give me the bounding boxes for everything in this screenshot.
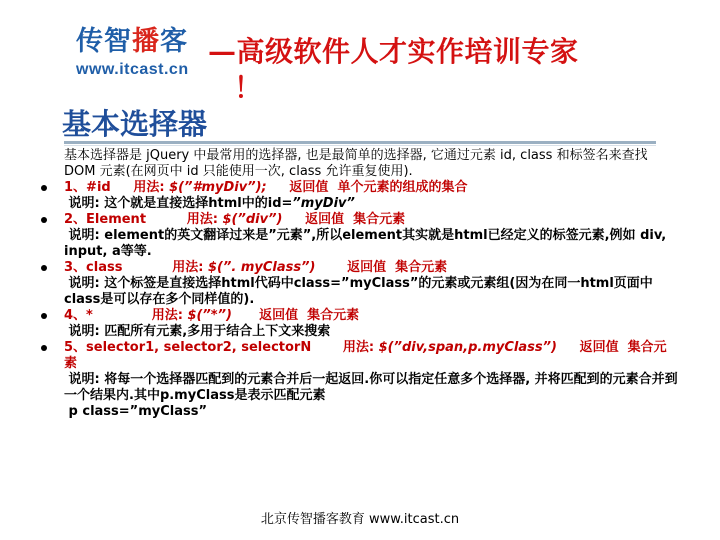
item-description xyxy=(64,276,678,308)
title-divider-shadow xyxy=(64,145,656,146)
returns-value: 集合元素 xyxy=(353,212,406,227)
item-heading xyxy=(64,260,678,276)
item-description xyxy=(64,228,678,260)
returns-value: 集合元素 xyxy=(64,340,667,371)
item-number: 5、selector1, selector2, selectorN xyxy=(64,340,312,355)
bullet-icon xyxy=(41,345,47,351)
title-divider xyxy=(64,141,656,144)
usage-label: 用法: xyxy=(172,260,208,275)
bullet-icon xyxy=(41,313,47,319)
page-title: 基本选择器 xyxy=(62,107,208,141)
usage-label: 用法: xyxy=(186,212,223,227)
desc-label: 说明: xyxy=(68,324,105,339)
item-description-extra xyxy=(64,404,678,420)
item-number: 3、class xyxy=(64,260,123,275)
returns-value: 集合元素 xyxy=(307,308,360,323)
desc-code: ”myDiv” xyxy=(292,196,355,211)
item-description xyxy=(64,372,678,404)
usage-code: $(”div,span,p.myClass”) xyxy=(378,340,557,355)
usage-label: 用法: xyxy=(133,180,170,195)
itcast-logo xyxy=(76,26,211,79)
logo-char-1: 传智 xyxy=(76,26,132,57)
usage-label: 用法: xyxy=(151,308,188,323)
usage-code: $(”*”) xyxy=(187,308,232,323)
usage-code: $(”. myClass”) xyxy=(208,260,316,275)
item-description xyxy=(64,324,678,340)
logo-url: www.itcast.cn xyxy=(76,61,189,78)
intro-paragraph: 基本选择器是 jQuery 中最常用的选择器, 也是最简单的选择器, 它通过元素 id, class 和标签名来查找 DOM 元素(在网页中 id 只能使用一次, class 允许重复使用). xyxy=(64,148,648,179)
list-item xyxy=(38,308,678,340)
list-item xyxy=(38,212,678,260)
usage-code: $(”div”) xyxy=(222,212,283,227)
desc-text: 匹配所有元素,多用于结合上下文来搜索 xyxy=(104,324,331,339)
item-description xyxy=(64,196,678,212)
returns-label: 返回值 xyxy=(305,212,345,227)
desc-label: 说明: xyxy=(68,228,105,243)
usage-label: 用法: xyxy=(342,340,379,355)
desc-text: 这个就是直接选择html中的id= xyxy=(104,196,293,211)
desc-text: 将每一个选择器匹配到的元素合并后一起返回.你可以指定任意多个选择器, 并将匹配到的元素合并到一个结果内.其中p.myClass是表示匹配元素 xyxy=(64,372,678,403)
desc-label: 说明: xyxy=(68,372,105,387)
returns-label: 返回值 xyxy=(259,308,299,323)
item-number: 4、* xyxy=(64,308,93,323)
list-item xyxy=(38,260,678,308)
desc-label: 说明: xyxy=(68,196,105,211)
usage-code: $(”#myDiv”); xyxy=(169,180,267,195)
desc-text: element的英文翻译过来是”元素”,所以element其实就是html已经定义的标签元素,例如 div, input, a等等. xyxy=(64,228,667,259)
item-heading xyxy=(64,212,678,228)
item-heading xyxy=(64,308,678,324)
returns-label: 返回值 xyxy=(347,260,387,275)
logo-char-2: 播 xyxy=(132,26,160,57)
returns-label: 返回值 xyxy=(289,180,329,195)
logo-char-3: 客 xyxy=(160,26,188,57)
returns-label: 返回值 xyxy=(579,340,619,355)
footer-text: 北京传智播客教育 www.itcast.cn xyxy=(260,512,460,527)
headline: —高级软件人才实作培训专家 xyxy=(208,35,579,68)
desc-text: 这个标签是直接选择html代码中class=”myClass”的元素或元素组(因为在同一html页面中class是可以存在多个同样值的). xyxy=(64,276,653,307)
item-heading xyxy=(64,180,678,196)
bullet-icon xyxy=(41,185,47,191)
item-number: 1、#id xyxy=(64,180,111,195)
bullet-icon xyxy=(41,217,47,223)
logo-chinese-name xyxy=(76,26,211,58)
item-number: 2、Element xyxy=(64,212,147,227)
item-heading xyxy=(64,340,678,372)
returns-value: 集合元素 xyxy=(395,260,448,275)
bullet-icon xyxy=(41,265,47,271)
desc-extra: p class=”myClass” xyxy=(68,404,208,419)
headline-exclaim: ！ xyxy=(234,71,263,104)
list-item xyxy=(38,340,678,420)
desc-label: 说明: xyxy=(68,276,105,291)
list-item xyxy=(38,180,678,212)
returns-value: 单个元素的组成的集合 xyxy=(337,180,468,195)
slide-content xyxy=(38,148,678,420)
